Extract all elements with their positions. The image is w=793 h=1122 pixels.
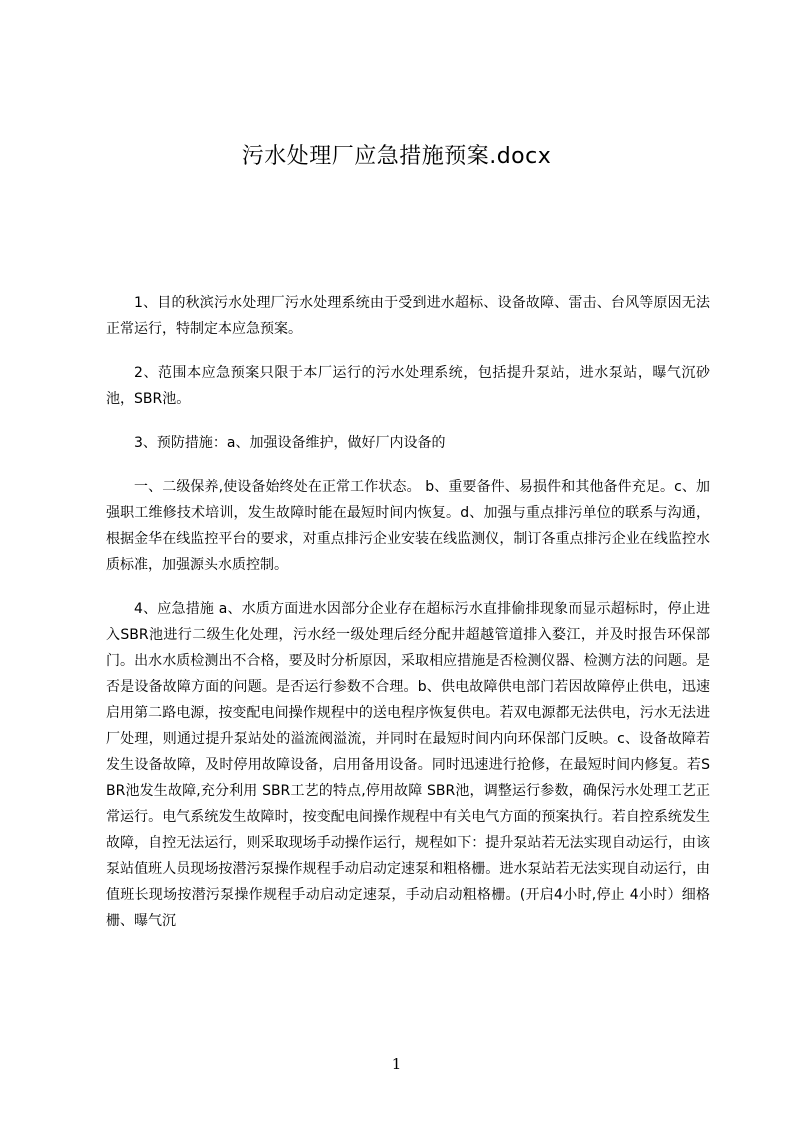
page-number: 1 <box>391 1055 402 1073</box>
paragraph-scope: 2、范围本应急预案只限于本厂运行的污水处理系统，包括提升泵站，进水泵站，曝气沉砂池，SBR池。 <box>106 365 710 407</box>
document-title: 污水处理厂应急措施预案.docx <box>241 144 552 169</box>
paragraph-emergency: 4、应急措施 a、水质方面进水因部分企业存在超标污水直排偷排现象而显示超标时，停止进入SBR池进行二级生化处理，污水经一级处理后经分配井超越管道排入婺江，并及时报告环保部门。出水水质检测出不合格，要及时分析原因，采取相应措施是否检测仪器、检测方法的问题。是否是设备故障方面的问题。是否运行参数不合理。b、供电故障供电部门若因故障停止供电，迅速启用第二路电源，按变配电间操作规程中的送电程序恢复供电。若双电源都无法供电，污水无法进厂处理，则通过提升泵站处的溢流阀溢流，并同时在最短时间内向环保部门反映。c、设备故障若发生设备故障，及时停用故障设备，启用备用设备。同时迅速进行抢修，在最短时间内修复。若SBR池发生故障,充分利用 SBR工艺的特点,停用故障 SBR池，调整运行参数，确保污水处理工艺正常运行。电气系统发生故障时，按变配电间操作规程中有关电气方面的预案执行。若自控系统发生故障，自控无法运行，则采取现场手动操作运行，规程如下：提升泵站若无法实现自动运行，由该泵站值班人员现场按潜污泵操作规程手动启动定速泵和粗格栅。进水泵站若无法实现自动运行，由值班长现场按潜污泵操作规程手动启动定速泵，手动启动粗格栅。(开启4小时,停止 4小时）细格栅、曝气沉 <box>106 601 710 929</box>
paragraph-maintenance: 一、二级保养,使设备始终处在正常工作状态。 b、重要备件、易损件和其他备件充足。c、加强职工维修技术培训，发生故障时能在最短时间内恢复。d、加强与重点排污单位的联系与沟通，根据金华在线监控平台的要求，对重点排污企业安装在线监测仪，制订各重点排污企业在线监控水质标准，加强源头水质控制。 <box>106 479 710 573</box>
document-body <box>106 290 710 952</box>
paragraph-prevention: 3、预防措施：a、加强设备维护，做好厂内设备的 <box>134 435 446 451</box>
paragraph-purpose: 1、目的秋滨污水处理厂污水处理系统由于受到进水超标、设备故障、雷击、台风等原因无法正常运行，特制定本应急预案。 <box>106 295 710 337</box>
